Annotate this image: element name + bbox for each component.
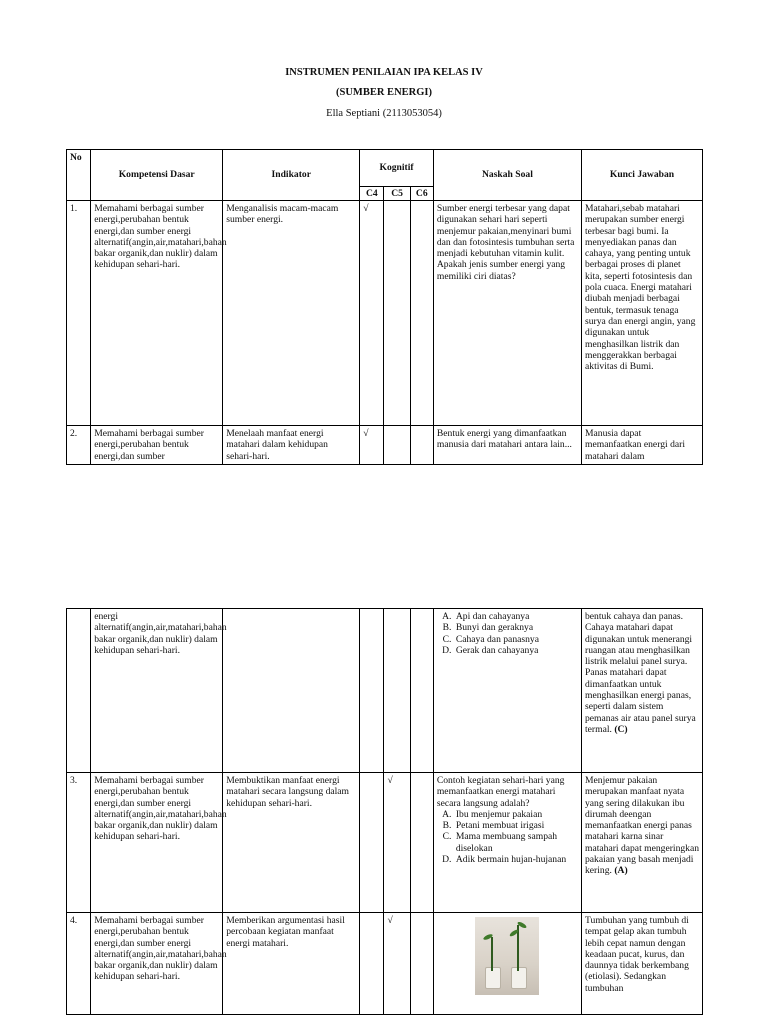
table-row-continued (67, 609, 703, 773)
option-c: C. Cahaya dan panasnya (454, 634, 578, 645)
row-number: 3. (67, 773, 91, 913)
col-header-c6: C6 (410, 187, 433, 201)
col-header-indikator: Indikator (223, 150, 360, 201)
kd-cell: Memahami berbagai sumber energi,perubahan bentuk energi,dan sumber energi alternatif(angin,air,matahari,bahan bakar organik,dan nuklir) dalam kehidupan sehari-hari. (91, 773, 223, 913)
row-number (67, 609, 91, 773)
stem-left (491, 937, 493, 971)
col-header-kognitif: Kognitif (360, 150, 434, 187)
soal-cell (433, 913, 581, 1015)
c6-cell (410, 201, 433, 426)
jar-left (485, 967, 501, 989)
c6-cell (410, 609, 433, 773)
c5-cell (384, 201, 410, 426)
kunci-text: Menjemur pakaian merupakan manfaat nyata yang sering dilakukan ibu dirumah deengan memanfaatkan energi panas matahari karna sinar matahari dapat mengeringkan pakaian yang basah menjadi kering. (585, 775, 700, 877)
row-number: 4. (67, 913, 91, 1015)
option-a: A. Api dan cahayanya (454, 611, 578, 622)
option-d: D. Gerak dan cahayanya (454, 645, 578, 656)
c4-check: √ (360, 426, 384, 465)
c5-cell (384, 609, 410, 773)
kunci-cell (582, 773, 703, 913)
col-header-c5: C5 (384, 187, 410, 201)
row-number: 2. (67, 426, 91, 465)
question-text: Contoh kegiatan sehari-hari yang memanfaatkan energi matahari secara langsung adalah? (436, 775, 565, 809)
plant-experiment-photo (475, 917, 539, 995)
answer-options (437, 611, 578, 656)
col-header-kunci: Kunci Jawaban (582, 150, 703, 201)
kunci-text: bentuk cahaya dan panas. Cahaya matahari dapat digunakan untuk menerangi ruangan atau menghasilkan listrik melalui panel surya. Panas matahari dapat dimanfaatkan untuk menghasilkan energi panas, seperti dalam sistem pemanas air atau panel surya termal. (585, 611, 696, 735)
c4-cell (360, 773, 384, 913)
kunci-cell: Tumbuhan yang tumbuh di tempat gelap akan tumbuh lebih cepat namun dengan keadaan pucat, kurus, dan daunnya tidak berkembang (etiolasi). Sedangkan tumbuhan (582, 913, 703, 1015)
soal-cell: Sumber energi terbesar yang dapat digunakan sehari hari seperti menjemur pakaian,menyinari bumi dan dan fotosintesis tumbuhan serta menjadi kebutuhan vitamin kulit. Apakah jenis sumber energi yang memiliki ciri diatas? (433, 201, 581, 426)
kd-cell: energi alternatif(angin,air,matahari,bahan bakar organik,dan nuklir) dalam kehidupan sehari-hari. (91, 609, 223, 773)
option-a: A. Ibu menjemur pakaian (454, 809, 578, 820)
c4-check: √ (360, 201, 384, 426)
c6-cell (410, 913, 433, 1015)
c4-cell (360, 913, 384, 1015)
table-row (67, 201, 703, 426)
indikator-cell: Menganalisis macam-macam sumber energi. (223, 201, 360, 426)
indikator-cell: Menelaah manfaat energi matahari dalam kehidupan sehari-hari. (223, 426, 360, 465)
c6-cell (410, 773, 433, 913)
author-line: Ella Septiani (2113053054) (326, 108, 442, 119)
answer-key: (C) (614, 723, 628, 735)
c4-cell (360, 609, 384, 773)
document-subtitle: (SUMBER ENERGI) (336, 87, 432, 98)
soal-cell (433, 773, 581, 913)
table-row (67, 773, 703, 913)
kd-cell: Memahami berbagai sumber energi,perubahan bentuk energi,dan sumber energi alternatif(angin,air,matahari,bahan bakar organik,dan nuklir) dalam kehidupan sehari-hari. (91, 201, 223, 426)
c5-check: √ (384, 913, 410, 1015)
table-row (67, 426, 703, 465)
answer-key: (A) (614, 865, 628, 877)
indikator-cell: Membuktikan manfaat energi matahari secara langsung dalam kehidupan sehari-hari. (223, 773, 360, 913)
kunci-cell: Manusia dapat memanfaatkan energi dari matahari dalam (582, 426, 703, 465)
jar-right (511, 967, 527, 989)
indikator-cell: Memberikan argumentasi hasil percobaan kegiatan manfaat energi matahari. (223, 913, 360, 1015)
col-header-no: No (67, 150, 91, 201)
document-title: INSTRUMEN PENILAIAN IPA KELAS IV (285, 67, 483, 78)
kd-cell: Memahami berbagai sumber energi,perubahan bentuk energi,dan sumber energi alternatif(angin,air,matahari,bahan bakar organik,dan nuklir) dalam kehidupan sehari-hari. (91, 913, 223, 1015)
soal-cell (433, 609, 581, 773)
assessment-table-page2 (66, 608, 703, 1015)
col-header-kd: Kompetensi Dasar (91, 150, 223, 201)
option-c: C. Mama membuang sampah diselokan (454, 831, 578, 854)
kunci-cell: Matahari,sebab matahari merupakan sumber energi terbesar bagi bumi. Ia menyediakan panas dan cahaya, yang penting untuk berbagai proses di planet kita, seperti fotosintesis dan pola cuaca. Energi matahari diubah menjadi berbagai bentuk, termasuk tenaga surya dan energi angin, yang digunakan untuk menghasilkan listrik dan menggerakkan berbagai aktivitas di Bumi. (582, 201, 703, 426)
answer-options (437, 809, 578, 865)
row-number: 1. (67, 201, 91, 426)
kunci-cell (582, 609, 703, 773)
c5-check: √ (384, 773, 410, 913)
kd-cell: Memahami berbagai sumber energi,perubahan bentuk energi,dan sumber (91, 426, 223, 465)
c5-cell (384, 426, 410, 465)
c6-cell (410, 426, 433, 465)
col-header-soal: Naskah Soal (433, 150, 581, 201)
table-row (67, 913, 703, 1015)
soal-cell: Bentuk energi yang dimanfaatkan manusia dari matahari antara lain... (433, 426, 581, 465)
col-header-c4: C4 (360, 187, 384, 201)
option-d: D. Adik bermain hujan-hujanan (454, 854, 578, 865)
option-b: B. Petani membuat irigasi (454, 820, 578, 831)
option-b: B. Bunyi dan geraknya (454, 622, 578, 633)
indikator-cell (223, 609, 360, 773)
assessment-table-page1 (66, 149, 703, 465)
